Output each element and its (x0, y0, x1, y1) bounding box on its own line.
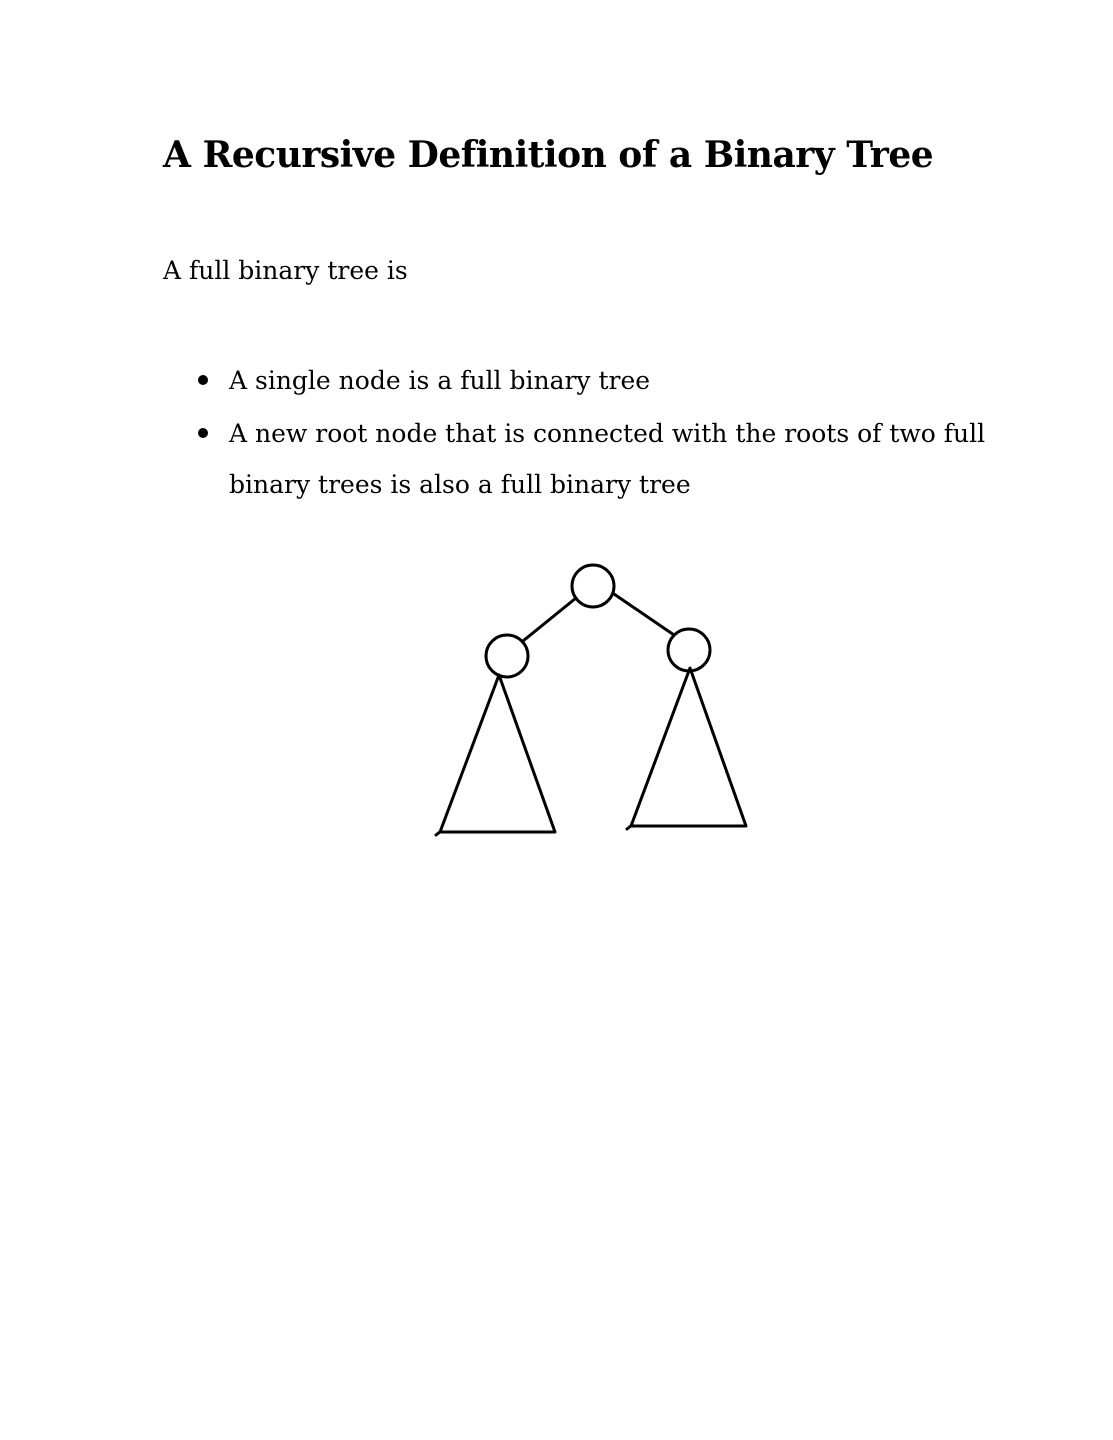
page-title: A Recursive Definition of a Binary Tree (163, 134, 934, 176)
left-subtree-triangle (440, 675, 555, 832)
left-child-node (486, 635, 528, 677)
list-item-text: A single node is a full binary tree (229, 366, 651, 395)
left-edge (523, 598, 576, 641)
definition-list (229, 355, 1029, 512)
list-item-text: A new root node that is connected with the roots of two full binary trees is also a full binary tree (229, 419, 986, 499)
right-child-node (668, 629, 710, 671)
right-subtree-triangle (631, 668, 746, 826)
bullet-icon (198, 375, 208, 385)
left-subtree-tick (436, 831, 441, 835)
right-edge (614, 594, 674, 635)
right-subtree-tick (627, 825, 632, 829)
list-item (229, 408, 1029, 510)
intro-text: A full binary tree is (163, 256, 408, 285)
list-item (229, 355, 1029, 406)
bullet-icon (198, 428, 208, 438)
root-node (572, 565, 614, 607)
